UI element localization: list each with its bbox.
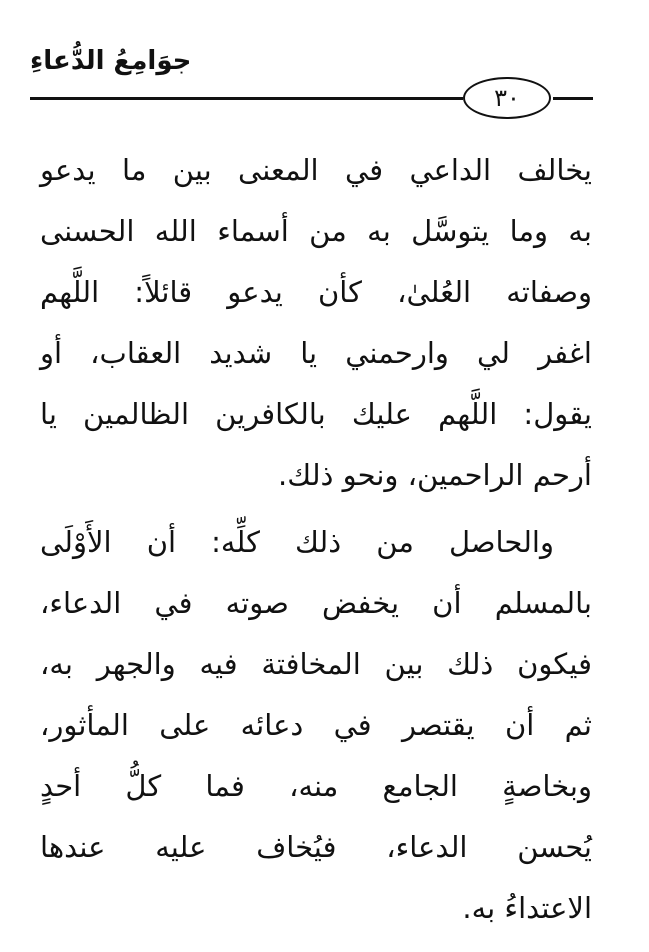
page-number-oval: [463, 77, 551, 119]
header-rule-right: [553, 97, 593, 100]
text-line: أرحم الراحمين، ونحو ذلك.: [278, 458, 592, 492]
body-text: [40, 140, 592, 939]
text-line: اغفر لي وارحمني يا شديد العقاب، أو: [40, 336, 592, 370]
page-number: ٣٠: [494, 84, 520, 112]
text-line: وبخاصةٍ الجامع منه، فما كلُّ أحدٍ: [40, 769, 592, 803]
text-line: الاعتداءُ به.: [462, 891, 592, 925]
text-line: ثم أن يقتصر في دعائه على المأثور،: [40, 708, 592, 742]
header-rule-left: [30, 97, 463, 100]
paragraph-2: [40, 512, 592, 939]
text-line: والحاصل من ذلك كلِّه: أن الأَوْلَى: [40, 525, 554, 559]
text-line: به وما يتوسَّل به من أسماء الله الحسنى: [40, 214, 592, 248]
text-line: وصفاته العُلىٰ، كأن يدعو قائلاً: اللَّهم: [40, 275, 592, 309]
text-line: يقول: اللَّهم عليك بالكافرين الظالمين يا: [40, 397, 592, 431]
book-title: جوَامِعُ الدُّعاءِ: [30, 46, 192, 76]
paragraph-1: [40, 140, 592, 506]
text-line: بالمسلم أن يخفض صوته في الدعاء،: [40, 586, 592, 620]
text-line: يخالف الداعي في المعنى بين ما يدعو: [40, 153, 592, 187]
text-line: يُحسن الدعاء، فيُخاف عليه عندها: [40, 830, 592, 864]
text-line: فيكون ذلك بين المخافتة فيه والجهر به،: [40, 647, 592, 681]
